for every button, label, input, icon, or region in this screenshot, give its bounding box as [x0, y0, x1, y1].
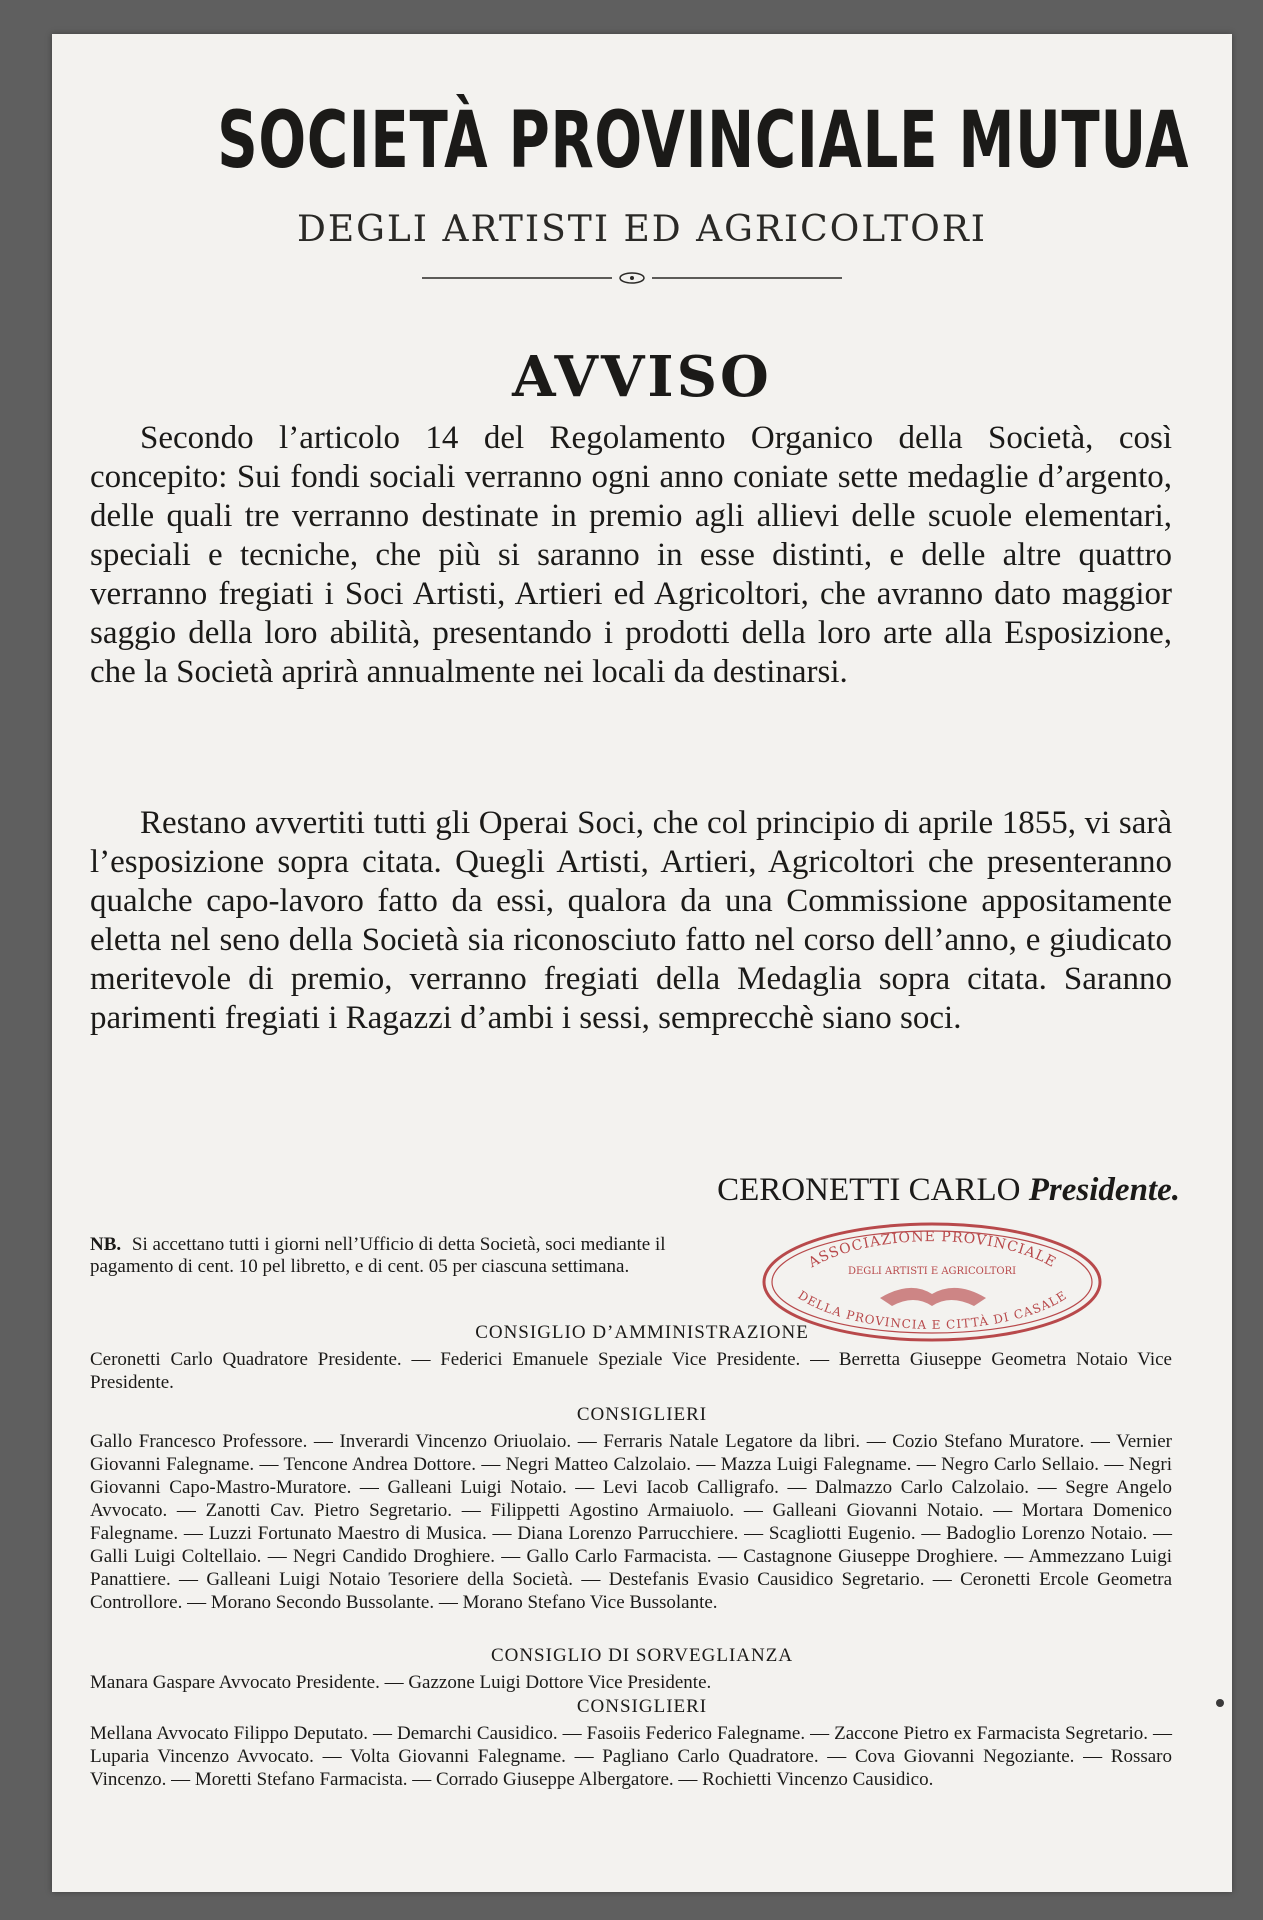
- nota-bene: [90, 1234, 680, 1278]
- poster-subtitle: DEGLI ARTISTI ED AGRICOLTORI: [296, 209, 988, 250]
- stamp-text-mid: DEGLI ARTISTI E AGRICOLTORI: [847, 1266, 1017, 1277]
- section-heading: CONSIGLIERI: [576, 1404, 708, 1425]
- section-text: Ceronetti Carlo Quadratore Presidente. — Federici Emanuele Speziale Vice Presidente. — Berretta Giuseppe Geometra Notaio Vice Presidente.: [90, 1349, 1172, 1393]
- section-text: Mellana Avvocato Filippo Deputato. — Demarchi Causidico. — Fasoiis Federico Falegname. — Zaccone Pietro ex Farmacista Segretario. — Luparia Vincenzo Avvocato. — Volta Giovanni Falegname. — Pagliano Carlo Quadratore. — Cova Giovanni Negoziante. — Rossaro Vincenzo. — Moretti Stefano Farmacista. — Corrado Giuseppe Albergatore. — Rochietti Vincenzo Causidico.: [90, 1723, 1172, 1790]
- paragraph-text: Restano avvertiti tutti gli Operai Soci, che col principio di aprile 1855, vi sarà l’esposizione sopra citata. Quegli Artisti, Artieri, Agricoltori che presenteranno qualche capo-lavoro fatto da essi, qualora da una Commissione appositamente eletta nel seno della Società sia riconosciuto fatto nel corso dell’anno, e giudicato meritevole di premio, verranno fregiati della Medaglia sopra citata. Saranno parimenti fregiati i Ragazzi d’ambi i sessi, semprecchè siano soci.: [90, 805, 1172, 1036]
- paragraph-text: Secondo l’articolo 14 del Regolamento Organico della Società, così concepito: Sui fondi sociali verranno ogni anno coniate sette medaglie d’argento, delle quali tre verranno destinate in premio agli allievi delle scuole elementari, speciali e tecniche, che più si saranno in esse distinti, e delle altre quattro verranno fregiati i Soci Artisti, Artieri ed Agricoltori, che avranno dato maggior saggio della loro abilità, presentando i prodotti della loro arte alla Esposizione, che la Società aprirà annualmente nei locali da destinarsi.: [90, 420, 1172, 690]
- section-heading: CONSIGLIERI: [576, 1696, 708, 1717]
- signature-name: CERONETTI CARLO: [717, 1172, 1021, 1208]
- poster-title: SOCIETÀ PROVINCIALE MUTUA: [217, 96, 1190, 186]
- stamp-text-top: ASSOCIAZIONE PROVINCIALE: [806, 1229, 1059, 1272]
- section-text: Gallo Francesco Professore. — Inverardi Vincenzo Oriuolaio. — Ferraris Natale Legatore da libri. — Cozio Stefano Muratore. — Vernier Giovanni Falegname. — Tencone Andrea Dottore. — Negri Matteo Calzolaio. — Mazza Luigi Falegname. — Negro Carlo Sellaio. — Negri Giovanni Capo-Mastro-Muratore. — Galleani Luigi Notaio. — Levi Iacob Calligrafo. — Dalmazzo Carlo Calzolaio. — Segre Angelo Avvocato. — Zanotti Cav. Pietro Segretario. — Filippetti Agostino Armaiuolo. — Galleani Giovanni Notaio. — Mortara Domenico Falegname. — Luzzi Fortunato Maestro di Musica. — Diana Lorenzo Parrucchiere. — Scagliotti Eugenio. — Badoglio Lorenzo Notaio. — Galli Luigi Coltellaio. — Negri Candido Droghiere. — Gallo Carlo Farmacista. — Castagnone Giuseppe Droghiere. — Ammezzano Luigi Panattiere. — Galleani Luigi Notaio Tesoriere della Società. — Destefanis Evasio Causidico Segretario. — Ceronetti Ercole Geometra Controllore. — Morano Secondo Bussolante. — Morano Stefano Vice Bussolante.: [90, 1431, 1172, 1613]
- ink-spot: [1216, 1699, 1224, 1707]
- section-heading: CONSIGLIO DI SORVEGLIANZA: [490, 1645, 794, 1666]
- signature: [717, 1172, 1180, 1209]
- stamp-text-bottom: DELLA PROVINCIA E CITTÀ DI CASALE: [795, 1288, 1070, 1332]
- nb-text: Si accettano tutti i giorni nell’Ufficio di detta Società, soci mediante il pagamento di cent. 10 pel libretto, e di cent. 05 per ciascuna settimana.: [90, 1234, 666, 1277]
- section-heading: CONSIGLIO D’AMMINISTRAZIONE: [475, 1322, 809, 1343]
- signature-role: Presidente.: [1028, 1172, 1180, 1208]
- nb-label: NB.: [90, 1234, 122, 1255]
- divider-ornament-icon: [422, 272, 842, 284]
- body-paragraph-1: [90, 419, 1172, 692]
- notice-heading: AVVISO: [512, 344, 772, 410]
- section-text: Manara Gaspare Avvocato Presidente. — Gazzone Luigi Dottore Vice Presidente.: [90, 1672, 712, 1693]
- body-paragraph-2: [90, 804, 1172, 1038]
- poster-sheet: [52, 34, 1232, 1892]
